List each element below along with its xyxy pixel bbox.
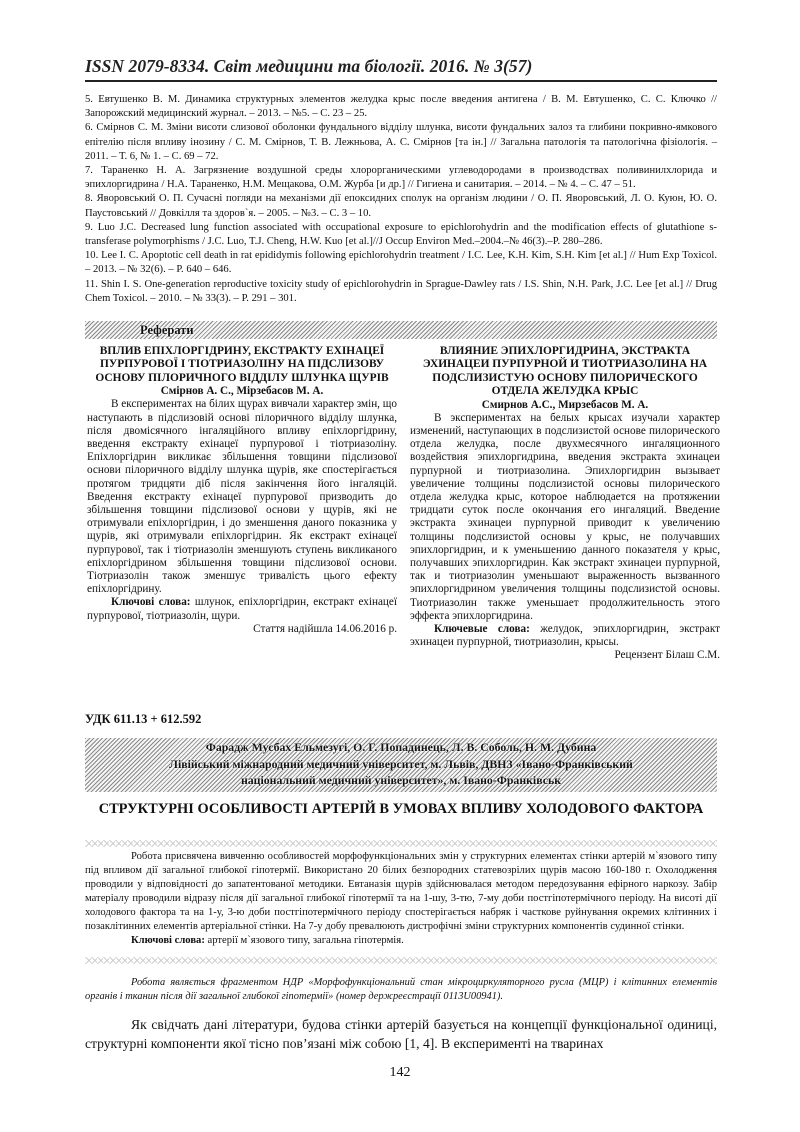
article-authors: Фарадж Мусбах Ельмезугі, О. Г. Попадинець, Л. В. Соболь, Н. М. Дубина bbox=[205, 740, 597, 754]
keywords-label: Ключові слова: bbox=[111, 596, 191, 609]
abstract-keywords bbox=[410, 623, 720, 649]
abstract-text: Робота присвячена вивченню особливостей морфофункціональних змін у структурних елементах стінки артерій м`язового типу під впливом дії загальної глибокої гіпотермії. Використано 20 білих безпородних статевозрілих щурів масою 160-180 г. Охолодження проводили у відповідності до запатентованої методики. Евтаназія щурів здійснювалася методом передозування ефірного наркозу. Забір матеріалу проводили відразу після дії загальної глибокої гіпотермії та на 1-шу, 3-тю, 7-му доби постгіпотермічного періоду. На висоті дії холодового фактора та на 1-у, 3-ю доби постгіпотермічного періоду спостерігається набряк і часткове руйнування окремих клітинних і позаклітинних елементів артеріальної стінки. На 7-у добу превалюють дистрофічні зміни структурних компонентів судинної стінки. bbox=[85, 851, 717, 932]
keywords-label: Ключевые слова: bbox=[434, 623, 530, 636]
abstract-authors: Смирнов А.С., Мирзебасов М. А. bbox=[481, 398, 649, 411]
reference-item: 11. Shin I. S. One-generation reproductive toxicity study of epichlorohydrin in Sprague-Dawley rats / I.S. Shin, N.H. Park, J.C. Lee [et al.] // Drug Chem Toxicol. – 2010. – № 33(3). – P. 291 – 301. bbox=[85, 278, 717, 304]
reference-item: 10. Lee I. C. Apoptotic cell death in rat epididymis following epichlorohydrin treatment / I.C. Lee, K.H. Kim, S.H. Kim [et al.] // Hum Exp Toxicol. – 2013. – № 32(6). – P. 640 – 646. bbox=[85, 250, 717, 276]
abstract-authors: Смірнов А. С., Мірзебасов М. А. bbox=[160, 385, 324, 398]
affiliation-line: національний медичний університет», м. Івано-Франківськ bbox=[240, 773, 561, 787]
reference-item: 9. Luo J.C. Decreased lung function associated with occupational exposure to epichlorohydrin and the modification effects of glutathione s-transferase polymorphisms / J.C. Luo, T.J. Cheng, H.W. Kuo [et al.]//J Occup Environ Med.–2004.–№ 46(3).–P. 280–286. bbox=[85, 221, 717, 248]
received-date: Стаття надійшла 14.06.2016 р. bbox=[253, 622, 397, 635]
keywords-label: Ключові слова: bbox=[131, 935, 205, 946]
abstract-body: В экспериментах на белых крысах изучали характер изменений, наступающих в подслизистой основе пилорического отдела желудка, после двухмесячного ингаляционного воздействия эпихлоргидрина, введения экстракта эхинацеи пурпурной и тиотриазолина. Эпихлоргидрин вызывает увеличение толщины подслизистой основы пилорического отдела желудка крыс, которое наблюдается на протяжении тридцати суток после окончания его ингаляций. Введение экстракта эхинацеи пурпурной приводит к увеличению толщины подслизистой основы у крыс, не получавших эпихлоргидрин, и к уменьшению данного показателя у крыс, получавших эпихлоргидрин. Как экстракт эхинацеи пурпурной, так и тиотриазолин уменьшают выраженность вызванного эпихлоргидрином увеличения толщины подслизистой основы. Тиотриазолин также уменьшает продолжительность этого эффекта эпихлоргидрина. bbox=[410, 411, 720, 622]
abstract-title: ВЛИЯНИЕ ЭПИХЛОРГИДРИНА, ЭКСТРАКТА ЭХИНАЦЕИ ПУРПУРНОЙ И ТИОТРИАЗОЛИНА НА ПОДСЛИЗИСТУЮ ОСНОВУ ПИЛОРИЧЕСКОГО ОТДЕЛА ЖЕЛУДКА КРЫС bbox=[422, 345, 708, 398]
keywords-text: шлунок, епіхлоргідрин, екстракт ехінацеї пурпурової, тіотриазолін, щури. bbox=[87, 596, 397, 622]
authors-affiliation bbox=[85, 739, 717, 789]
funding-note: Робота являється фрагментом НДР «Морфофункціональний стан мікроциркуляторного русла (МЦР) і клітинних елементів органів і тканин після дії загальної глибокої гіпотермії» (номер держреєстрації 0113U00941). bbox=[85, 977, 717, 1002]
abstract-body: В експериментах на білих щурах вивчали характер змін, що наступають в підслизовій основі пілоричного відділу шлунка, після двомісячного інгаляційного впливу епіхлоргідрину, введення екстракту ехінацеї пурпурової і тіотриазоліну. Епіхлоргідрин викликає збільшення товщини підслизової основи пілоричного відділу шлунка щурів, яке спостерігається протягом тридцяти діб після закінчення його інгаляцій. Введення екстракту ехінацеї пурпурової призводить до збільшення товщини підслизової основи у щурів, які не отримували епіхлоргідрин, і до зменшення даного показника у щурів, які отримували епіхлоргідрин. Як екстракт ехінацеї пурпурової, так і тіотриазолін зменшують ступень викликаного епіхлоргідрином збільшення товщини підслизової основи. Тіотриазолін також зменшує тривалість цього ефекту епіхлоргідрину. bbox=[87, 398, 397, 596]
reference-list bbox=[85, 93, 717, 306]
header-rule bbox=[85, 80, 717, 82]
reference-item: 8. Яворовський О. П. Сучасні погляди на механізми дії епоксидних сполук на організм людини / О. П. Яворовський, Л. О. Куюн, Ю. О. Паустовський // Довкілля та здоров`я. – 2005. – №3. – С. 3 – 10. bbox=[85, 193, 717, 219]
keywords-text: желудок, эпихлоргидрин, экстракт эхинацеи пурпурной, тиотриазолин, крысы. bbox=[410, 623, 720, 649]
article-abstract bbox=[85, 850, 717, 948]
body-paragraph: Як свідчать дані літератури, будова стінки артерій базується на концепції функціональної одиниці, структурні компоненти якої тісно пов’язані між собою [1, 4]. В експерименті на тваринах bbox=[85, 1017, 717, 1051]
abstract-title: ВПЛИВ ЕПІХЛОРГІДРИНУ, ЕКСТРАКТУ ЕХІНАЦЕЇ ПУРПУРОВОЇ І ТІОТРИАЗОЛІНУ НА ПІДСЛИЗОВУ ОСНОВУ ПІЛОРИЧНОГО ВІДДІЛУ ШЛУНКА ЩУРІВ bbox=[95, 345, 389, 384]
abstract-border-top bbox=[85, 840, 717, 847]
affiliation-line: Лівійський міжнародний медичний університет, м. Львів, ДВНЗ «Івано-Франківський bbox=[169, 756, 633, 771]
keywords-text: артерії м`язового типу, загальна гіпотермія. bbox=[204, 935, 404, 946]
referaty-section-label: Реферати bbox=[140, 323, 194, 337]
abstract-russian bbox=[410, 345, 720, 663]
reference-item: 5. Евтушенко В. М. Динамика структурных элементов желудка крыс после введения антигена / В. М. Евтушенко, С. С. Ключко // Запорожский медицинский журнал. – 2013. – №5. – С. 23 – 25. bbox=[85, 94, 717, 120]
abstract-border-bottom bbox=[85, 957, 717, 964]
abstract-ukrainian bbox=[87, 345, 397, 636]
article-keywords bbox=[85, 934, 717, 948]
journal-header: ISSN 2079-8334. Світ медицини та біології. 2016. № 3(57) bbox=[85, 56, 533, 76]
article-title: СТРУКТУРНІ ОСОБЛИВОСТІ АРТЕРІЙ В УМОВАХ ВПЛИВУ ХОЛОДОВОГО ФАКТОРА bbox=[98, 801, 704, 817]
page-number: 142 bbox=[389, 1065, 411, 1080]
udk-code: УДК 611.13 + 612.592 bbox=[85, 712, 202, 726]
reviewer: Рецензент Білаш С.М. bbox=[614, 649, 720, 662]
reference-item: 7. Тараненко Н. А. Загрязнение воздушной среды хлорорганическими углеводородами в производствах поливинилхлорида и эпихлоргидрина / Н.А. Тараненко, Н.М. Мещакова, О.М. Журба [и др.] // Гигиена и санитария. – 2014. – № 4. – С. 47 – 51. bbox=[85, 165, 717, 191]
abstract-keywords bbox=[87, 596, 397, 622]
reference-item: 6. Смірнов С. М. Зміни висоти слизової оболонки фундального відділу шлунка, висоти фундальних залоз та глибини покривно-ямкового епітелію після впливу інозину / С. М. Смірнов, Т. В. Лежньова, А. С. Смірнов [та ін.] // Загальна патологія та патологічна фізіологія. – 2011. – Т. 6, № 1. – С. 69 – 72. bbox=[85, 122, 717, 162]
